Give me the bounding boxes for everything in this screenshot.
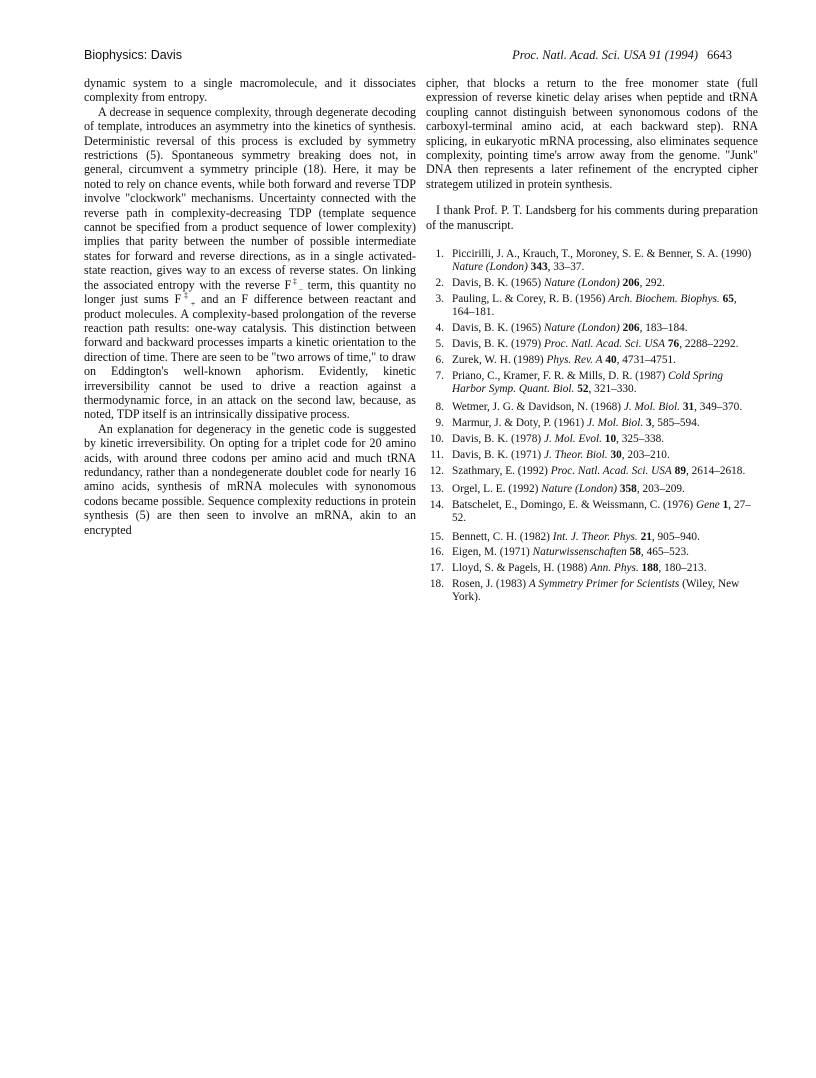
symbol: − <box>298 285 304 295</box>
reference-volume: 58 <box>626 546 641 559</box>
reference-pages: , 292. <box>639 277 665 290</box>
reference-number: 11. <box>430 448 444 461</box>
reference-number: 1. <box>435 248 444 261</box>
reference-item <box>426 562 758 575</box>
reference-journal: Proc. Natl. Acad. Sci. USA <box>550 464 672 477</box>
reference-pages: , 180–213. <box>658 562 707 575</box>
text-run: A decrease in sequence complexity, through degenerate decoding of template, introduces an asymmetry into the kinetics of synthesis. Deterministic reversal of this process is excluded by symmetry restrictions (5). Spontaneous symmetry breaking does not, in general, circumvent a symmetry principle (18). Here, it may be noted to rely on chance events, while both forward and reverse TDP involve "clockwork" mechanisms. Uncertainty connected with the reverse path in complexity-decreasing TDP (template sequence cannot be specified from a product sequence of lower complexity) implies that parity between the number of possible intermediate states for forward and reverse directions, as in a single activated-state reaction, gives way to an excess of reverse states. On linking the associated entropy with the reverse F <box>84 104 416 292</box>
reference-authors: Szathmary, E. (1992) <box>452 464 551 477</box>
reference-volume: 40 <box>602 353 617 366</box>
text-run: and an F difference between reactant and product molecules. A complexity-based prolongation of the reverse reaction path results: one-way catalysis. This distinction between forward and backward processes imparts a kinetic orientation to the direction of time. There are seen to be "two arrows of time," to draw on Eddington's well-known aphorism. Evidently, kinetic irreversibility cannot be used to drive a reaction against a thermodynamic force, in an attack on the second law, because, as noted, TDP itself is an intrinsically dissipative process. <box>84 292 416 422</box>
reference-journal: Nature (London) <box>452 261 528 274</box>
reference-pages: , 321–330. <box>588 383 637 396</box>
reference-authors: Wetmer, J. G. & Davidson, N. (1968) <box>452 401 624 414</box>
reference-item <box>426 433 758 446</box>
reference-item <box>426 449 758 462</box>
reference-authors: Eigen, M. (1971) <box>452 546 533 559</box>
reference-item <box>426 546 758 559</box>
reference-authors: Orgel, L. E. (1992) <box>452 483 542 496</box>
reference-volume: 343 <box>527 261 548 274</box>
reference-journal: Phys. Rev. A <box>546 353 603 366</box>
reference-journal: J. Theor. Biol. <box>543 448 608 461</box>
reference-volume: 206 <box>619 277 640 290</box>
reference-journal: Ann. Phys. <box>590 562 639 575</box>
reference-number: 3. <box>435 293 444 306</box>
left-column <box>84 76 416 537</box>
reference-volume: 10 <box>601 433 617 446</box>
reference-volume: 76 <box>665 338 680 351</box>
reference-item <box>426 370 758 397</box>
reference-pages: , 33–37. <box>547 261 585 274</box>
reference-number: 15. <box>429 530 444 543</box>
reference-number: 13. <box>429 483 444 496</box>
reference-pages: , 2614–2618. <box>685 464 746 477</box>
reference-item <box>426 499 758 526</box>
reference-authors: Zurek, W. H. (1989) <box>452 353 547 366</box>
reference-item <box>426 322 758 335</box>
reference-item <box>426 338 758 351</box>
reference-list <box>426 248 758 605</box>
reference-number: 18. <box>429 578 444 591</box>
reference-pages: , 27–52. <box>452 498 751 525</box>
reference-journal: A Symmetry Primer for Scientists <box>528 578 680 591</box>
reference-number: 4. <box>435 322 444 335</box>
reference-number: 17. <box>429 562 444 575</box>
symbol: + <box>190 299 196 309</box>
reference-authors: Priano, C., Kramer, F. R. & Mills, D. R. (1987) <box>452 369 669 382</box>
reference-pages: , 4731–4751. <box>616 353 676 366</box>
reference-item <box>426 401 758 414</box>
reference-journal: Cold Spring Harbor Symp. Quant. Biol. <box>452 369 724 396</box>
reference-pages: , 905–940. <box>651 530 700 543</box>
reference-item <box>426 483 758 496</box>
reference-number: 12. <box>429 464 444 477</box>
reference-pages: (Wiley, New York). <box>452 578 740 604</box>
reference-authors: Davis, B. K. (1971) <box>452 448 544 461</box>
section-title: Biophysics: Davis <box>84 48 182 62</box>
reference-authors: Davis, B. K. (1965) <box>452 322 544 335</box>
reference-pages: , 465–523. <box>640 546 689 559</box>
reference-journal: J. Mol. Biol. <box>587 417 644 430</box>
reference-pages: , 203–210. <box>621 448 670 461</box>
paragraph: cipher, that blocks a return to the free monomer state (full expression of reverse kinetic delay arises when peptide and tRNA coupling cannot distinguish between synonomous codons of the carboxyl-terminal amino acid, at each backward step). RNA splicing, in eukaryotic mRNA processing, also eliminates sequence complexity, pointing time's arrow away from the genome. "Junk" DNA then represents a later refinement of the encrypted cipher strategem utilized in protein synthesis. <box>426 76 758 191</box>
reference-journal: Gene <box>695 498 720 511</box>
text-run: term, this quantity no longer just sums F <box>84 277 417 307</box>
running-header <box>78 48 732 66</box>
reference-pages: , 585–594. <box>651 417 700 430</box>
reference-number: 10. <box>429 433 444 446</box>
paragraph <box>84 105 416 422</box>
reference-volume: 31 <box>680 401 695 414</box>
acknowledgment: I thank Prof. P. T. Landsberg for his comments during preparation of the manuscript. <box>426 203 758 232</box>
reference-journal: Nature (London) <box>543 322 620 335</box>
paragraph: An explanation for degeneracy in the genetic code is suggested by kinetic irreversibility. On opting for a triplet code for 20 amino acids, with around three codons per amino acid and much tRNA redundancy, rather than a nondegenerate doublet code for nearly 16 amino acids, synthesis of mRNA molecules with synonomous codons became possible. Sequence complexity reductions in protein synthesis (5) are then seen to involve an mRNA, akin to an encrypted <box>84 421 416 537</box>
reference-authors: Davis, B. K. (1978) <box>452 433 544 446</box>
reference-number: 14. <box>429 498 444 511</box>
reference-pages: , 183–184. <box>639 322 688 335</box>
reference-journal: Int. J. Theor. Phys. <box>552 530 638 543</box>
reference-pages: , 325–338. <box>616 433 665 446</box>
reference-authors: Marmur, J. & Doty, P. (1961) <box>452 417 587 430</box>
paragraph: dynamic system to a single macromolecule, and it dissociates complexity from entropy. <box>84 76 416 105</box>
right-column <box>426 76 758 607</box>
reference-item <box>426 248 758 275</box>
reference-journal: J. Mol. Evol. <box>543 433 602 446</box>
reference-pages: , 164–181. <box>452 293 737 319</box>
reference-item <box>426 417 758 430</box>
reference-volume: 52 <box>574 383 589 396</box>
reference-authors: Rosen, J. (1983) <box>452 578 529 591</box>
reference-volume: 21 <box>637 530 652 543</box>
reference-item <box>426 578 758 605</box>
reference-journal: Nature (London) <box>543 277 620 290</box>
reference-item <box>426 277 758 290</box>
reference-pages: , 2288–2292. <box>679 338 739 351</box>
reference-volume: 206 <box>619 322 640 335</box>
reference-number: 9. <box>435 417 444 430</box>
reference-volume: 65 <box>719 293 734 306</box>
reference-authors: Pauling, L. & Corey, R. B. (1956) <box>452 293 609 306</box>
reference-pages: , 349–370. <box>694 401 743 414</box>
reference-number: 6. <box>435 353 444 366</box>
reference-item <box>426 531 758 544</box>
reference-authors: Piccirilli, J. A., Krauch, T., Moroney, S. E. & Benner, S. A. (1990) <box>452 248 752 261</box>
reference-volume: 3 <box>643 417 652 430</box>
reference-journal: Proc. Natl. Acad. Sci. USA <box>543 338 666 351</box>
reference-authors: Davis, B. K. (1965) <box>452 277 544 290</box>
reference-journal: Nature (London) <box>541 483 618 496</box>
reference-volume: 358 <box>617 483 637 496</box>
reference-journal: Naturwissenschaften <box>532 546 627 559</box>
reference-volume: 89 <box>671 464 686 477</box>
symbol: ‡ <box>291 276 299 286</box>
reference-number: 2. <box>435 277 444 290</box>
reference-volume: 188 <box>638 562 659 575</box>
reference-number: 8. <box>435 401 444 414</box>
symbol: ‡ <box>181 291 191 301</box>
reference-item <box>426 354 758 367</box>
reference-journal: Arch. Biochem. Biophys. <box>608 293 720 306</box>
journal-citation: Proc. Natl. Acad. Sci. USA 91 (1994) <box>512 48 698 62</box>
reference-pages: , 203–209. <box>636 483 685 496</box>
reference-authors: Lloyd, S. & Pagels, H. (1988) <box>452 562 591 575</box>
reference-journal: J. Mol. Biol. <box>623 401 681 414</box>
reference-number: 7. <box>435 369 444 382</box>
reference-item <box>426 293 758 320</box>
reference-authors: Batschelet, E., Domingo, E. & Weissmann, C. (1976) <box>452 498 696 511</box>
page-number: 6643 <box>707 48 732 62</box>
reference-number: 16. <box>429 546 444 559</box>
reference-item <box>426 465 758 478</box>
reference-authors: Bennett, C. H. (1982) <box>452 530 553 543</box>
reference-number: 5. <box>435 338 444 351</box>
reference-volume: 1 <box>719 498 729 511</box>
reference-volume: 30 <box>607 448 622 461</box>
reference-authors: Davis, B. K. (1979) <box>452 338 544 351</box>
